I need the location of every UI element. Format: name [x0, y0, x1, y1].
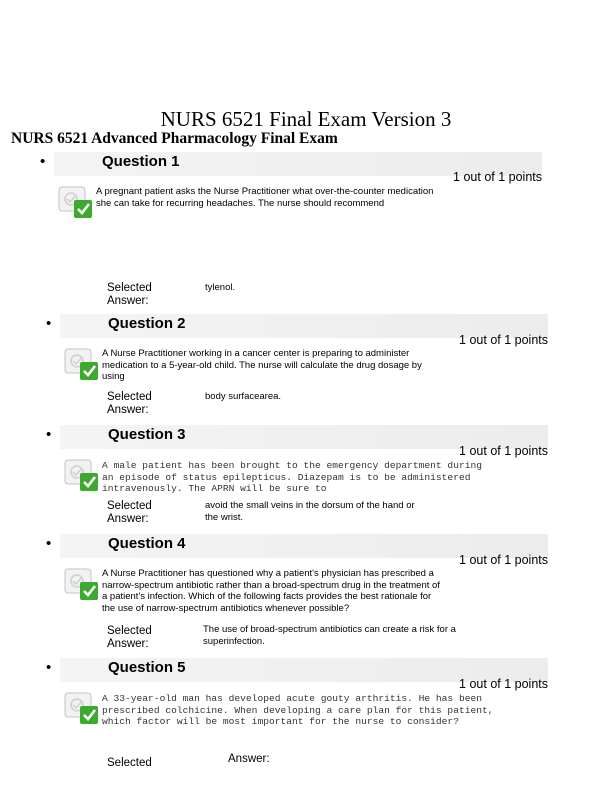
- question-points: 1 out of 1 points: [459, 333, 548, 347]
- correct-check-icon: [64, 459, 100, 493]
- selected-answer-value: Answer:: [228, 753, 270, 765]
- question-title: Question 2: [108, 315, 186, 332]
- bullet: •: [46, 535, 52, 552]
- question-title: Question 1: [102, 153, 180, 170]
- question-text: A pregnant patient asks the Nurse Practitioner what over-the-counter medication she can take for recurring headaches. The nurse should recommend: [96, 186, 434, 209]
- correct-check-icon: [64, 568, 100, 602]
- selected-answer-label: Selected: [107, 757, 152, 769]
- question-points: 1 out of 1 points: [459, 444, 548, 458]
- selected-answer-value: body surfacearea.: [205, 391, 282, 402]
- question-points: 1 out of 1 points: [453, 170, 542, 184]
- question-text: A male patient has been brought to the emergency department during an episode of status epilepticus. Diazepam is to be administered intravenously. The APRN will be sure to: [102, 460, 482, 494]
- bullet: •: [46, 659, 52, 676]
- question-title: Question 3: [108, 426, 186, 443]
- question-title: Question 4: [108, 535, 186, 552]
- selected-answer-value: The use of broad-spectrum antibiotics can create a risk for a superinfection.: [203, 624, 456, 647]
- question-points: 1 out of 1 points: [459, 677, 548, 691]
- question-points: 1 out of 1 points: [459, 553, 548, 567]
- bullet: •: [46, 426, 52, 443]
- correct-check-icon: [58, 186, 94, 220]
- question-text: A Nurse Practitioner has questioned why a patient's physician has prescribed a narrow-spectrum antibiotic rather than a broad-spectrum drug in the treatment of a patient's infection. Which of the following facts provides the best rationale for the use of narrow-spectrum antibiotics whenever possible?: [102, 568, 440, 614]
- selected-answer-label: Selected Answer:: [107, 500, 152, 525]
- selected-answer-value: avoid the small veins in the dorsum of the hand or the wrist.: [205, 500, 415, 523]
- question-text: A 33-year-old man has developed acute gouty arthritis. He has been prescribed colchicine. When developing a care plan for this patient, which factor will be most important for the nurse to consider?: [102, 693, 494, 727]
- question-text: A Nurse Practitioner working in a cancer center is preparing to administer medication to a 5-year-old child. The nurse will calculate the drug dosage by using: [102, 348, 422, 382]
- document-subtitle: NURS 6521 Advanced Pharmacology Final Exam: [11, 130, 338, 147]
- selected-answer-label: Selected Answer:: [107, 391, 152, 416]
- selected-answer-value: tylenol.: [205, 282, 236, 293]
- correct-check-icon: [64, 348, 100, 382]
- document-title: NURS 6521 Final Exam Version 3: [160, 107, 452, 131]
- bullet: •: [46, 315, 52, 332]
- selected-answer-label: Selected Answer:: [107, 282, 152, 307]
- correct-check-icon: [64, 692, 100, 726]
- selected-answer-label: Selected Answer:: [107, 625, 152, 650]
- question-title: Question 5: [108, 659, 186, 676]
- bullet: •: [40, 153, 46, 170]
